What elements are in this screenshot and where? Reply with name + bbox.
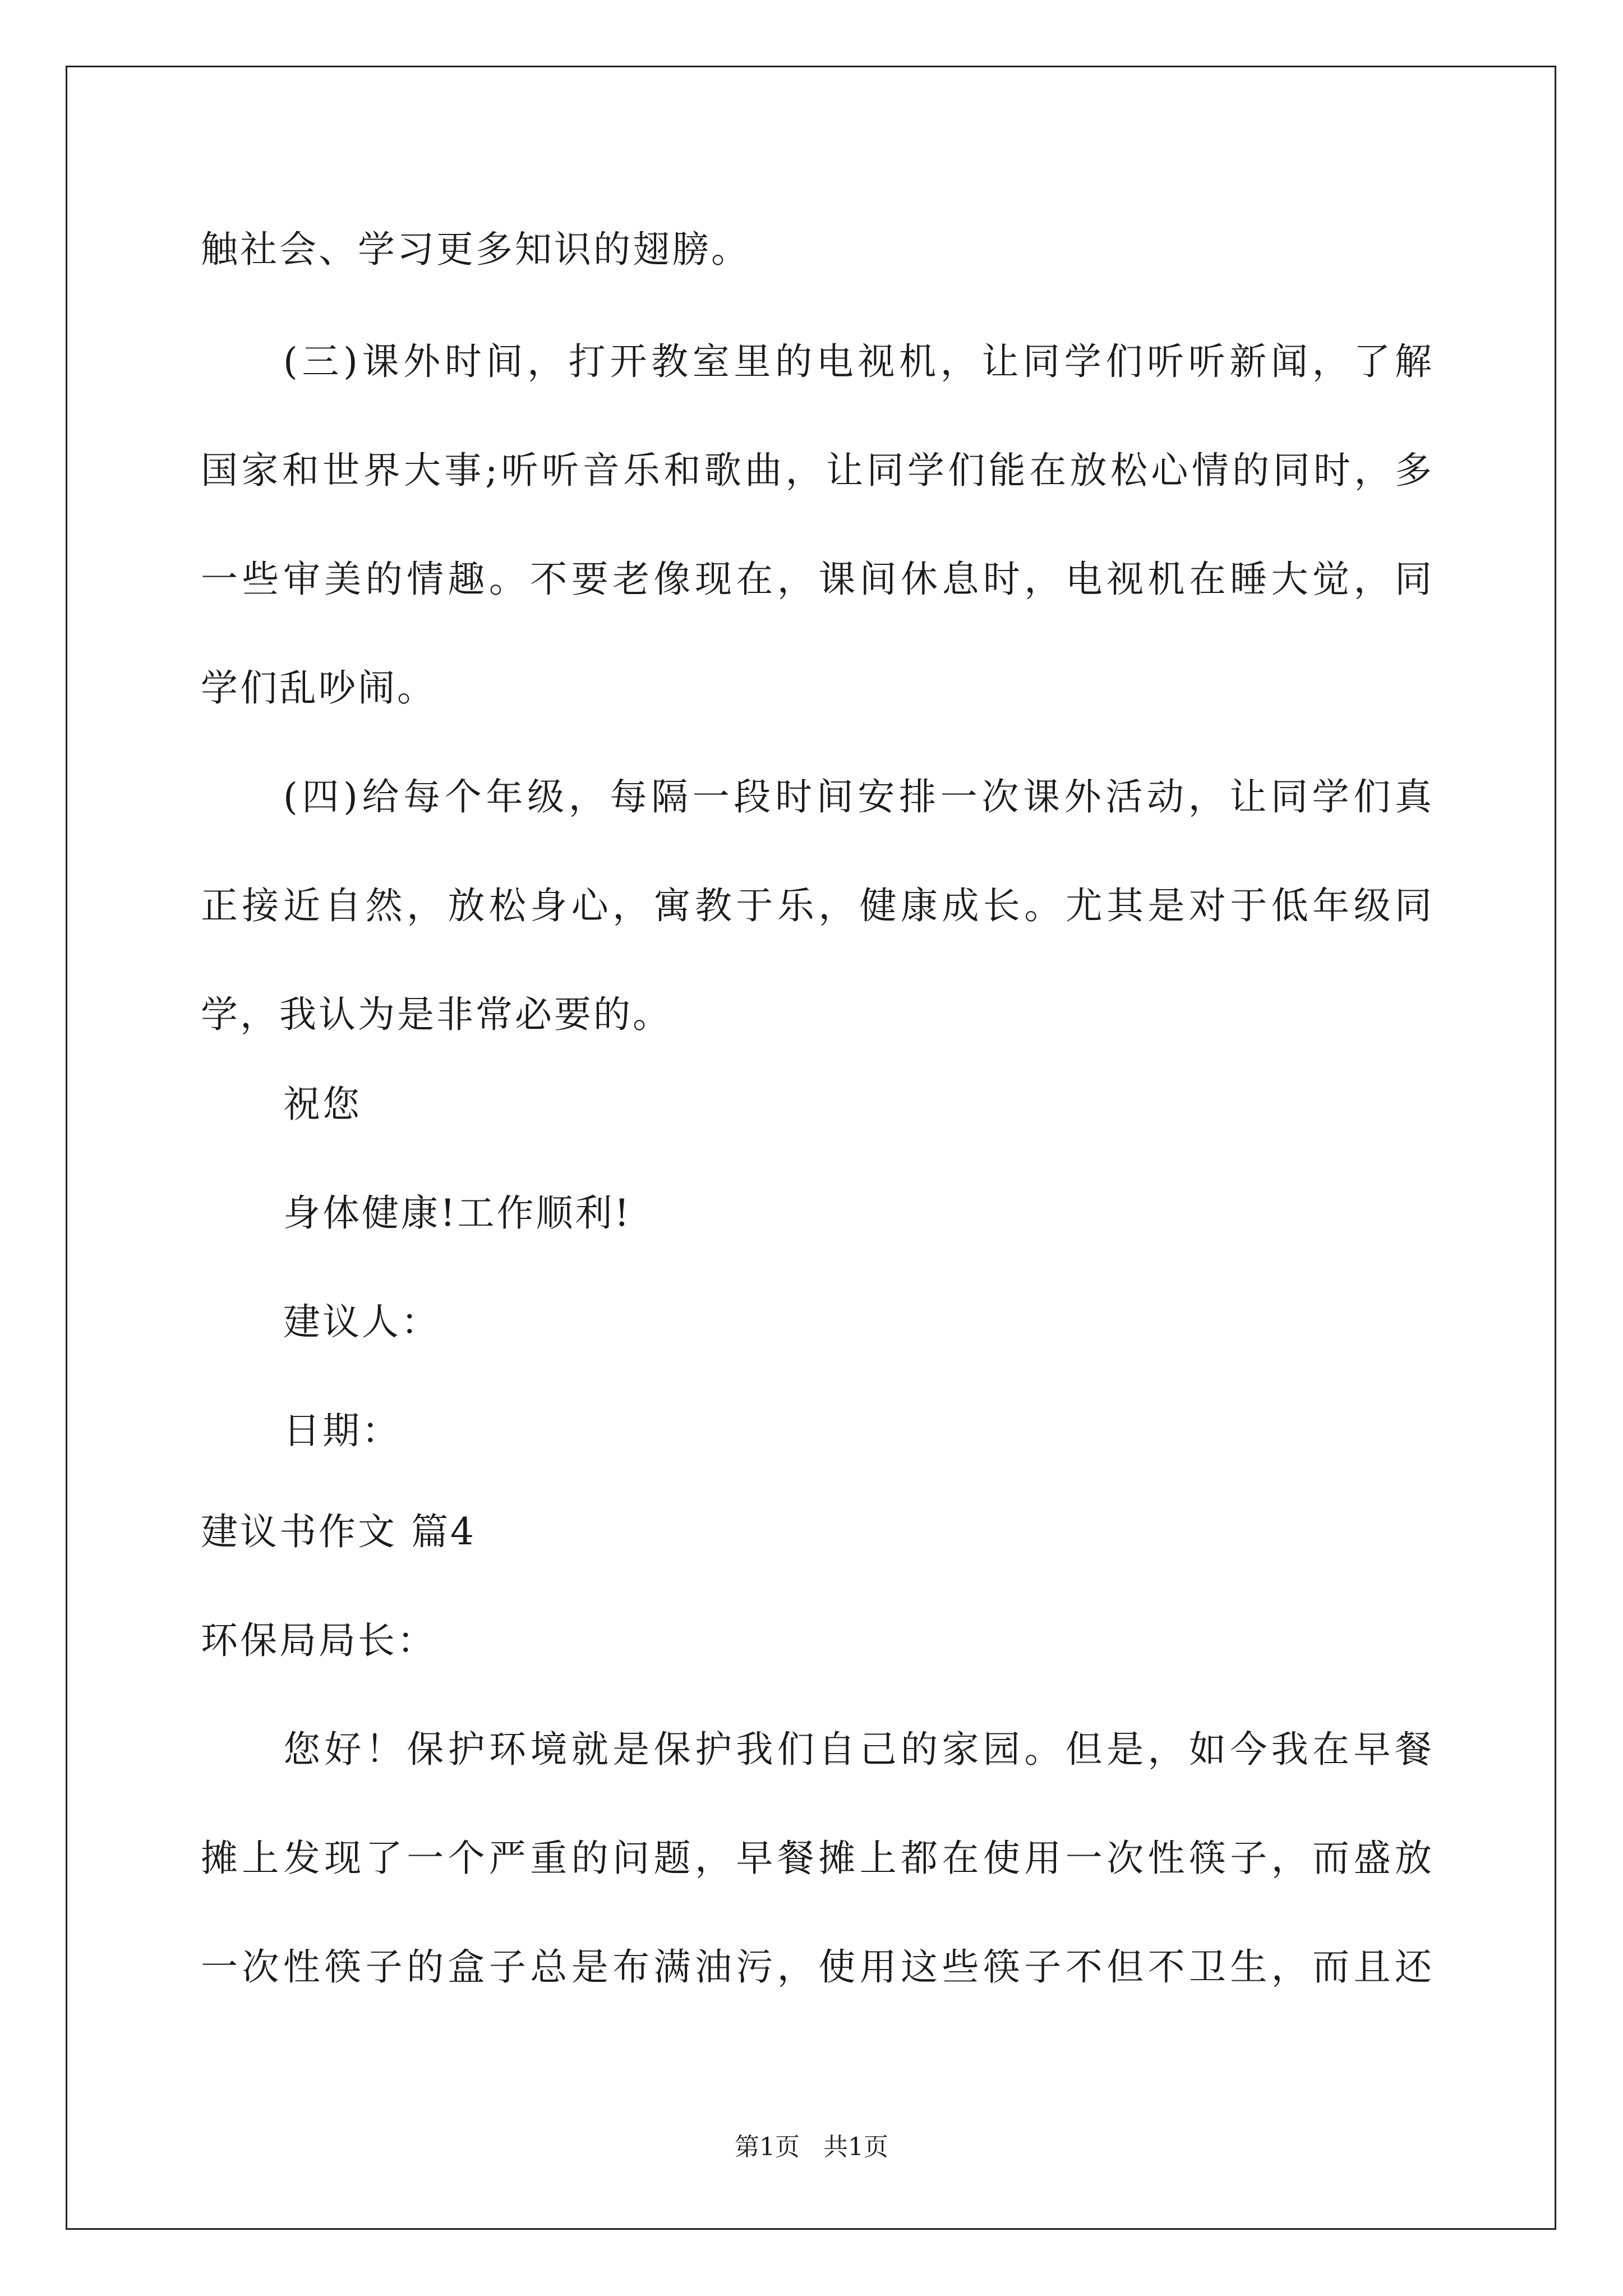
text-line: 一些审美的情趣。不要老像现在，课间休息时，电视机在睡大觉，同 [201, 558, 1432, 601]
page-border [66, 66, 1556, 2230]
closing-wish: 身体健康!工作顺利! [283, 1191, 632, 1235]
page-footer: 第1页 共1页 [735, 2133, 888, 2161]
text-line: 摊上发现了一个严重的问题，早餐摊上都在使用一次性筷子，而盛放 [201, 1837, 1432, 1880]
date-label: 日期： [283, 1409, 401, 1452]
text-line: (三)课外时间，打开教室里的电视机，让同学们听听新闻，了解 [283, 340, 1432, 383]
closing-greeting: 祝您 [283, 1083, 362, 1126]
section-heading: 建议书作文 篇4 [201, 1510, 476, 1553]
text-line: 触社会、学习更多知识的翅膀。 [201, 228, 750, 271]
text-line: 国家和世界大事;听听音乐和歌曲，让同学们能在放松心情的同时，多 [201, 449, 1432, 492]
text-line: 您好！保护环境就是保护我们自己的家园。但是，如今我在早餐 [283, 1728, 1432, 1771]
text-line: 正接近自然，放松身心，寓教于乐，健康成长。尤其是对于低年级同 [201, 884, 1432, 927]
text-line: 一次性筷子的盒子总是布满油污，使用这些筷子不但不卫生，而且还 [201, 1945, 1432, 1989]
text-line: (四)给每个年级，每隔一段时间安排一次课外活动，让同学们真 [283, 775, 1432, 818]
salutation: 环保局局长： [201, 1619, 436, 1662]
signature-label: 建议人： [283, 1300, 440, 1343]
text-line: 学，我认为是非常必要的。 [201, 993, 672, 1036]
text-line: 学们乱吵闹。 [201, 666, 436, 710]
